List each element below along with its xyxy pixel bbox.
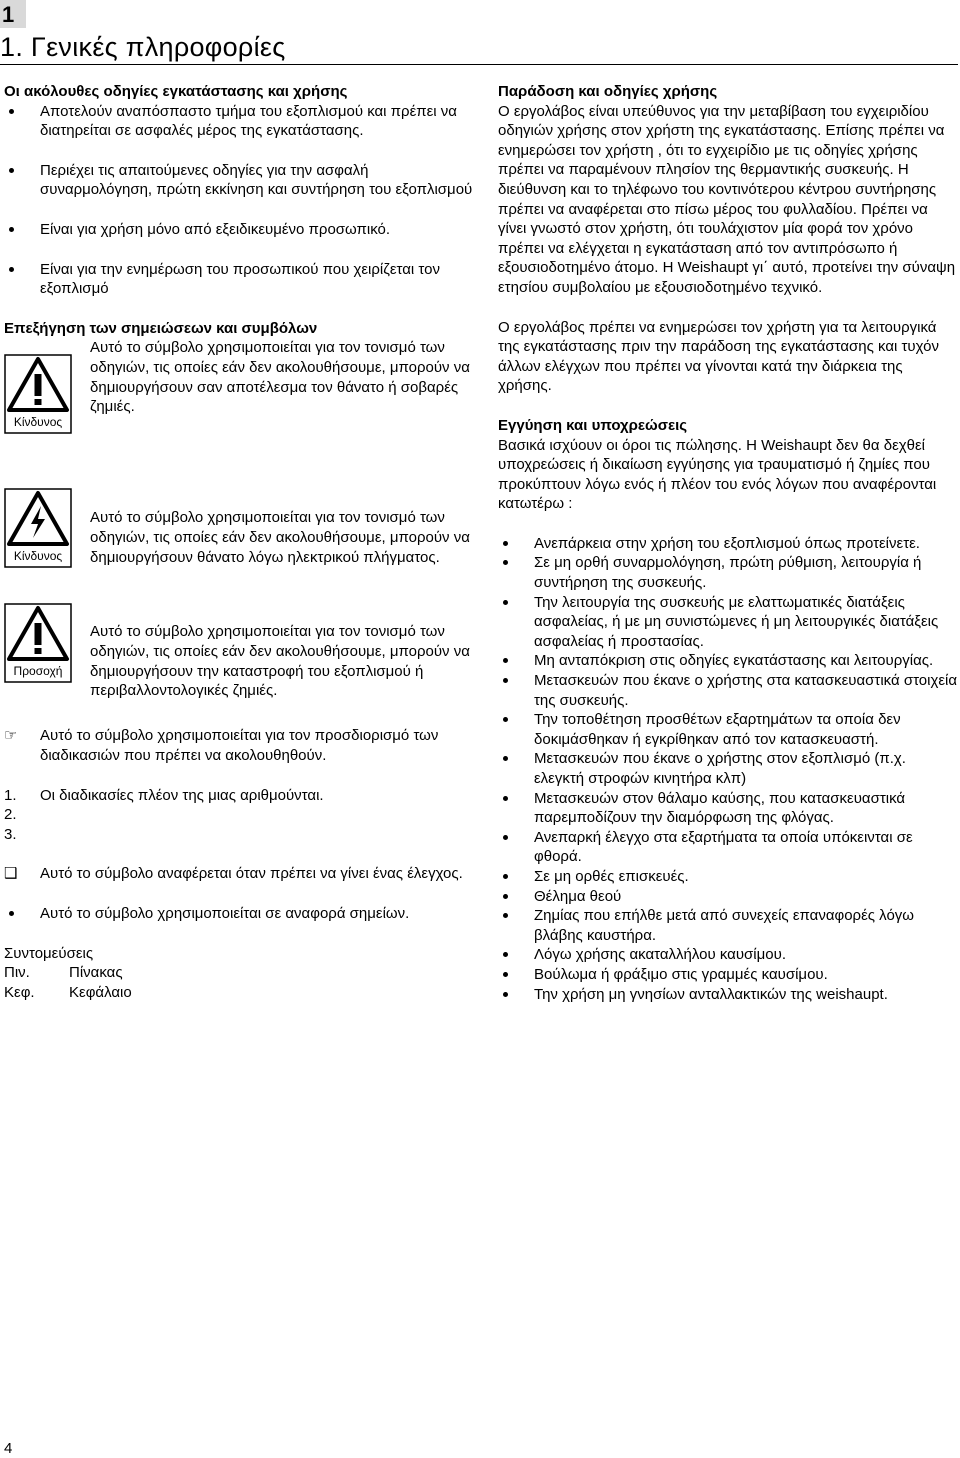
checkbox-description: Αυτό το σύμβολο αναφέρεται όταν πρέπει να γίνει ένας έλεγχος. [40,865,463,883]
pointing-hand-icon: ☞ [4,727,18,745]
electric-danger-label: Κίνδυνος [13,549,63,564]
symbol-description: Αυτό το σύμβολο χρησιμοποιείται για τον τονισμό των οδηγιών, τις οποίες εάν δεν ακολουθήσουμε, μπορούν να δημιουργήσουν θάνατο λόγω ηλεκτρικού πλήγματος. [90,509,470,566]
numbered-list [4,786,474,845]
list-item: Σε μη ορθή συναρμολόγηση, πρώτη ρύθμιση, λειτουργία ή συντήρηση της συσκευής. [498,553,958,592]
danger-warning-icon [4,354,72,434]
abbreviation-value: Κεφάλαιο [69,983,132,1001]
abbreviations-heading: Συντομεύσεις [4,944,94,962]
list-item: Είναι για χρήση μόνο από εξειδικευμένο προσωπικό. [4,220,474,240]
symbol-description: Αυτό το σύμβολο χρησιμοποιείται για τον τονισμό των οδηγιών, τις οποίες εάν δεν ακολουθήσουμε, μπορούν να δημιουργήσουν την καταστροφή του εξοπλισμού ή περιβαλλοντολογικές ζημιές. [90,623,470,700]
instructions-list [4,102,474,299]
list-item [4,786,474,806]
checkbox-note [4,864,474,884]
abbreviation-key: Κεφ. [4,983,35,1001]
list-item: Την τοποθέτηση προσθέτων εξαρτημάτων τα οποία δεν δοκιμάσθηκαν ή εγκρίθηκαν από τον κατασκευαστή. [498,710,958,749]
list-item: Περιέχει τις απαιτούμενες οδηγίες για την ασφαλή συναρμολόγηση, πρώτη εκκίνηση και συντήρηση του εξοπλισμού [4,161,474,200]
header-divider [0,64,958,65]
handover-paragraph-2: Ο εργολάβος πρέπει να ενημερώσει τον χρήστη για τα λειτουργικά της εγκατάστασης πριν την παράδοση της εγκατάστασης και τυχόν άλλων ελέγχων που πρέπει να γίνονται κατά την διάρκεια της χρήσης. [498,318,939,395]
chapter-number: 1 [0,0,26,28]
list-item: Μετασκευών που έκανε ο χρήστης στα κατασκευαστικά στοιχεία της συσκευής. [498,671,958,710]
caution-icon [4,603,72,683]
list-item: Την λειτουργία της συσκευής με ελαττωματικές διατάξεις ασφαλείας, ή με μη συνιστώμενες ή μη λειτουργικές διατάξεις ασφαλείας ή προστασίας. [498,593,958,652]
symbol-danger [4,338,474,458]
danger-label: Κίνδυνος [13,415,63,430]
list-item: Ζημίας που επήλθε μετά από συνεχείς επαναφορές λόγω βλάβης καυστήρα. [498,906,958,945]
abbreviation-row [4,963,474,983]
warranty-paragraph: Βασικά ισχύουν οι όροι τις πώλησης. Η Weishaupt δεν θα δεχθεί υποχρεώσεις ή δικαίωση εγγύησης για τραυματισμό ή ζημίες που προκύπτουν λόγω ενός ή πλέον του ενός λόγων που αναφέρονται κατωτέρω : [498,436,937,513]
list-item: Είναι για την ενημέρωση του προσωπικού που χειρίζεται τον εξοπλισμό [4,260,474,299]
list-item: Μετασκευών που έκανε ο χρήστης στον εξοπλισμό (π.χ. ελεγκτή στροφών κινητήρα κλπ) [498,749,958,788]
list-item: Ανεπάρκεια στην χρήση του εξοπλισμού όπως προτείνετε. [498,534,958,554]
warranty-exclusions-list [498,534,958,1004]
section-heading-instructions: Οι ακόλουθες οδηγίες εγκατάστασης και χρήσης [4,83,348,100]
list-item: Σε μη ορθές επισκευές. [498,867,958,887]
caution-label: Προσοχή [13,664,63,679]
item-number: 2. [4,806,17,824]
checkbox-icon: ❑ [4,865,18,883]
list-item: Μετασκευών στον θάλαμο καύσης, που κατασκευαστικά παρεμποδίζουν την διαμόρφωση της φλόγας. [498,789,958,828]
section-heading-symbols: Επεξήγηση των σημειώσεων και συμβόλων [4,319,318,337]
pointer-note [4,726,474,765]
pointer-description: Αυτό το σύμβολο χρησιμοποιείται για τον προσδιορισμό των διαδικασιών που πρέπει να ακολουθηθούν. [40,727,439,764]
list-item: Ανεπαρκή έλεγχο στα εξαρτήματα τα οποία υπόκεινται σε φθορά. [498,828,958,867]
list-item [4,825,474,845]
section-heading-handover: Παράδοση και οδηγίες χρήσης [498,83,718,100]
page-number: 4 [4,1440,13,1457]
list-item: Βούλωμα ή φράξιμο στις γραμμές καυσίμου. [498,965,958,985]
list-item: Λόγω χρήσης ακαταλλήλου καυσίμου. [498,945,958,965]
right-column [498,82,958,1004]
page-title: 1. Γενικές πληροφορίες [0,32,286,62]
list-item: Την χρήση μη γνησίων ανταλλακτικών της weishaupt. [498,985,958,1005]
bullet-note [4,904,474,924]
section-heading-warranty: Εγγύηση και υποχρεώσεις [498,416,688,434]
electric-shock-icon [4,488,72,568]
item-number: 1. [4,786,17,804]
handover-paragraph-1: Ο εργολάβος είναι υπεύθυνος για την μεταβίβαση του εγχειριδίου οδηγιών χρήσης στον χρήστη της εγκατάστασης. Επίσης πρέπει να ενημερώσει τον χρήστη , ότι το εγχειρίδιο με τις οδηγίες χρήσης πρέπει να παραμένουν πλησίον της θερμαντικής συσκευής. Η διεύθυνση και το τηλέφωνο του κοντινότερου κέντρου συντήρησης πρέπει να αναφέρεται στο πίσω μέρος του φυλλαδίου. Πρέπει να γίνει γνωστό στον χρήστη, ότι τουλάχιστον μία φορά τον χρόνο πρέπει να ελέγχεται η εγκατάσταση από τον αντιπρόσωπο ή εξουσιοδοτημένο άτομο. Η Weishaupt γι΄ αυτό, προτείνει την σύναψη ετησίου συμβολαίου με εξουσιοδοτημένο τεχνικό. [498,102,956,296]
list-item [4,805,474,825]
symbol-electric [4,458,474,576]
symbol-caution [4,576,474,726]
item-text: Οι διαδικασίες πλέον της μιας αριθμούνται. [40,786,324,804]
abbreviation-row [4,983,474,1003]
abbreviation-key: Πιν. [4,964,30,982]
item-number: 3. [4,825,17,843]
bullet-description: Αυτό το σύμβολο χρησιμοποιείται σε αναφορά σημείων. [4,904,474,924]
symbol-description: Αυτό το σύμβολο χρησιμοποιείται για τον τονισμό των οδηγιών, τις οποίες εάν δεν ακολουθήσουμε, μπορούν να δημιουργήσουν σαν αποτέλεσμα τον θάνατο ή σοβαρές ζημιές. [90,339,470,416]
list-item: Αποτελούν αναπόσπαστο τμήμα του εξοπλισμού και πρέπει να διατηρείται σε ασφαλές μέρος της εγκατάστασης. [4,102,474,141]
left-column [4,82,474,1002]
list-item: Μη ανταπόκριση στις οδηγίες εγκατάστασης και λειτουργίας. [498,651,958,671]
list-item: Θέλημα θεού [498,887,958,907]
abbreviation-value: Πίνακας [69,964,123,982]
